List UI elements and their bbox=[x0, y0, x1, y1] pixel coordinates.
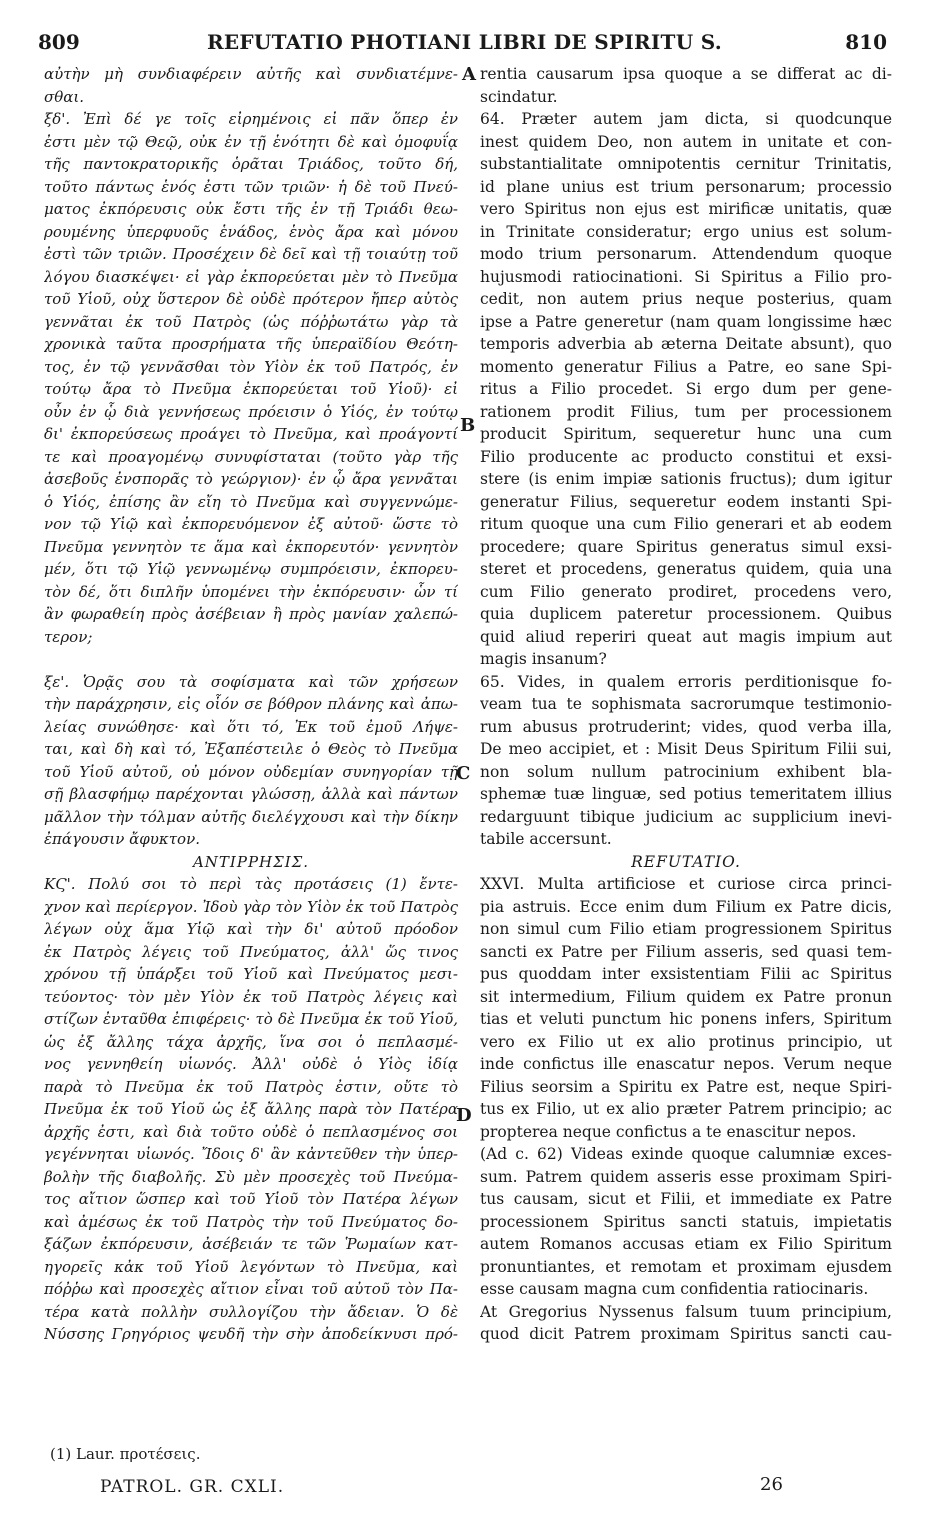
latin-text-line: cum Filio generato prodiret, procedens vero, bbox=[480, 582, 892, 601]
latin-text-line: ritus a Filio procedet. Si ergo dum per gene- bbox=[480, 380, 892, 398]
greek-text-line: ἐκ Πατρὸς λέγεις τοῦ Πνεύματος, ἀλλ' ὥς τινος bbox=[44, 942, 458, 961]
greek-text-line: τὴν παράχρησιν, εἰς οἷόν σε βόθρον πλάνης καὶ ἀπω- bbox=[44, 695, 458, 713]
greek-text-line: χνον καὶ περίεργον. Ἰδοὺ γὰρ τὸν Υἱὸν ἐκ τοῦ Πατρὸς bbox=[44, 897, 458, 916]
latin-text-line: sancti ex Patre per Filium asseris, sed quasi tem- bbox=[480, 942, 892, 961]
greek-text-line: Πνεῦμα ἐκ τοῦ Υἱοῦ ὡς ἐξ ἄλλης παρὰ τὸν Πατέρα bbox=[44, 1100, 458, 1118]
greek-text-line: ται, καὶ δὴ καὶ τό, Ἐξαπέστειλε ὁ Θεὸς τὸ Πνεῦμα bbox=[44, 740, 458, 758]
greek-text-line: λέγων οὐχ ἅμα Υἱῷ καὶ τὴν δι' αὐτοῦ πρόοδον bbox=[44, 920, 458, 938]
greek-text-line: λείας συνώθησε· καὶ ὅτι τό, Ἐκ τοῦ ἐμοῦ Λήψε- bbox=[44, 717, 458, 736]
series-label: PATROL. GR. CXLI. bbox=[100, 1477, 285, 1497]
latin-text-line: tias et veluti punctum hic ponens infers, Spiritum bbox=[480, 1010, 892, 1028]
latin-text-line: cedit, non autem prius neque posterius, quam bbox=[480, 290, 892, 308]
greek-text-line: ξάζων ἐκπόρευσιν, ἀσέβειάν τε τῶν Ῥωμαίων κατ- bbox=[44, 1235, 458, 1253]
greek-text-line: χρόνου τῇ ὑπάρξει τοῦ Υἱοῦ καὶ Πνεύματος μεσι- bbox=[44, 965, 458, 983]
latin-text-line: Filius seorsim a Spiritu ex Patre est, neque Spiri- bbox=[480, 1077, 892, 1096]
latin-text-line: momento generatur Filius a Patre, eo sane Spi- bbox=[480, 357, 892, 376]
greek-text-line: τοῦτο πάντως ἑνός ἐστι τῶν τριῶν· ἡ δὲ τοῦ Πνεύ- bbox=[44, 177, 458, 196]
greek-text-line: τέρα κατὰ πολλὴν συλλογίζου τὴν ἄδειαν. Ὁ δὲ bbox=[44, 1302, 458, 1321]
footnote: (1) Laur. προτέσεις. bbox=[50, 1445, 201, 1463]
greek-text-line: ματος ἐκπόρευσις οὐκ ἔστι τῆς ἐν τῇ Τριάδι θεω- bbox=[44, 200, 458, 218]
page-number-right: 810 bbox=[845, 30, 887, 54]
latin-text-line: id plane unius est trium personarum; processio bbox=[480, 177, 892, 196]
greek-text-line: σῇ βλασφήμῳ παρέχονται γλώσσῃ, ἀλλὰ καὶ πάντων bbox=[44, 785, 458, 803]
greek-text-line: ΚϚ'. Πολύ σοι τὸ περὶ τὰς προτάσεις (1) ἔντε- bbox=[44, 875, 458, 893]
latin-text-line: generatur Filius, sequeretur eodem instanti Spi- bbox=[480, 492, 892, 511]
latin-text-line: vero ex Filio ut ex alio protinus principio, ut bbox=[480, 1032, 892, 1051]
latin-text-line: substantialitate omnipotentis cernitur Trinitatis, bbox=[480, 155, 892, 173]
greek-text-line: αὐτὴν μὴ συνδιαφέρειν αὐτῆς καὶ συνδιατέμνε- bbox=[44, 65, 458, 83]
page-number-left: 809 bbox=[38, 30, 80, 54]
greek-text-line: τος αἴτιον ὥσπερ καὶ τοῦ Υἱοῦ τὸν Πατέρα λέγων bbox=[44, 1190, 458, 1208]
greek-text-line: σθαι. bbox=[44, 87, 85, 106]
latin-text-line: vero Spiritus non ejus est mirificæ unitatis, quæ bbox=[480, 200, 892, 218]
latin-text-line: pia astruis. Ecce enim dum Filium ex Patre dicis, bbox=[480, 897, 892, 916]
latin-text-line: At Gregorius Nyssenus falsum tuum principium, bbox=[480, 1302, 892, 1321]
latin-text-line: producit Spiritum, sequeretur hunc una cum bbox=[480, 425, 892, 443]
greek-text-line: τὸν δέ, ὅτι διπλῆν ὑπομένει τὴν ἐκπόρευσιν· ὧν τί bbox=[44, 582, 458, 601]
latin-text-line: hujusmodi ratiocinationi. Si Spiritus a Filio pro- bbox=[480, 267, 892, 286]
greek-text-line: τῆς παντοκρατορικῆς ὁρᾶται Τριάδος, τοῦτο δή, bbox=[44, 155, 458, 173]
margin-letter-d: D bbox=[456, 1105, 472, 1126]
latin-text-line: sit intermedium, Filium quidem ex Patre pronun bbox=[480, 987, 892, 1006]
latin-text-line: inde confictus ille enascatur nepos. Verum neque bbox=[480, 1055, 892, 1073]
latin-text-line: ipse a Patre generetur (nam quam longissime hæc bbox=[480, 312, 892, 331]
latin-text-line: non simul cum Filio etiam progressionem Spiritus bbox=[480, 920, 892, 938]
latin-text-line: rentia causarum ipsa quoque a se differat ac di- bbox=[480, 65, 892, 83]
greek-text-line: τος, ἐν τῷ γεννᾶσθαι τὸν Υἱὸν ἐκ τοῦ Πατρός, ἐν bbox=[44, 357, 458, 376]
greek-text-line: τερον; bbox=[44, 627, 93, 646]
greek-text-line: ἂν φωραθείη πρὸς ἀσέβειαν ἢ πρὸς μανίαν χαλεπώ- bbox=[44, 605, 458, 623]
latin-text-line: tus ex Filio, ut ex alio præter Patrem principio; ac bbox=[480, 1100, 892, 1118]
greek-text-line: βολὴν τῆς διαβολῆς. Σὺ μὲν προσεχὲς τοῦ Πνεύμα- bbox=[44, 1167, 458, 1186]
greek-text-line: τούτῳ ἄρα τὸ Πνεῦμα ἐκπορεύεται τοῦ Υἱοῦ)· εἰ bbox=[44, 380, 458, 398]
latin-text-line: quod dicit Patrem proximam Spiritus sancti cau- bbox=[480, 1325, 892, 1343]
greek-text-line: ἀσεβοῦς ἐνσπορᾶς τὸ γεώργιον)· ἐν ᾧ ἄρα γεννᾶται bbox=[44, 470, 458, 488]
latin-text-line: in Trinitate consideratur; ergo unius est solum- bbox=[480, 222, 892, 241]
latin-text-line: procedere; quare Spiritus generatus simul exsi- bbox=[480, 537, 892, 556]
greek-text-line: μᾶλλον τὴν τόλμαν αὐτῆς διελέγχουσι καὶ τὴν δίκην bbox=[44, 807, 458, 826]
greek-text-line: ἐστι μὲν τῷ Θεῷ, οὐκ ἐν τῇ ἑνότητι δὲ καὶ ὁμοφυΐᾳ bbox=[44, 132, 458, 151]
latin-text-line: magis insanum? bbox=[480, 650, 607, 668]
greek-text-line: ὡς ἐξ ἄλλης τάχα ἀρχῆς, ἵνα σοι ὁ πεπλασμέ- bbox=[44, 1032, 458, 1051]
greek-text-line: νον τῷ Υἱῷ καὶ ἐκπορευόμενον ἐξ αὐτοῦ· ὥστε τὸ bbox=[44, 515, 458, 533]
signature-mark: 26 bbox=[760, 1474, 783, 1495]
greek-text-line: χρονικὰ ταῦτα προσρήματα τῆς ὑπεραϊδίου Θεότη- bbox=[44, 335, 458, 353]
latin-text-line: XXVI. Multa artificiose et curiose circa princi- bbox=[480, 875, 892, 893]
greek-text-line: τε καὶ προαγομένῳ συνυφίσταται (τοῦτο γὰρ τῆς bbox=[44, 447, 458, 466]
latin-text-line: non solum nullum patrocinium exhibent bla- bbox=[480, 762, 892, 781]
latin-text-line: modo trium personarum. Attendendum quoque bbox=[480, 245, 892, 263]
greek-text-line: ἐπάγουσιν ἄφυκτον. bbox=[44, 830, 200, 848]
latin-text-line: sum. Patrem quidem asseris esse proximam Spiri- bbox=[480, 1167, 892, 1186]
greek-text-line: ρουμένης ὑπερφυοῦς ἑνάδος, ἑνὸς ἄρα καὶ μόνου bbox=[44, 222, 458, 241]
greek-text-line: καὶ ἀμέσως ἐκ τοῦ Πατρὸς τὴν τοῦ Πνεύματος δο- bbox=[44, 1212, 458, 1231]
greek-column bbox=[44, 63, 458, 1346]
greek-text-line: ξε'. Ὁρᾷς σου τὰ σοφίσματα καὶ τῶν χρήσεων bbox=[44, 672, 458, 691]
latin-text-line: De meo accipiet, et : Misit Deus Spiritum Filii sui, bbox=[480, 740, 892, 758]
greek-text-line: νος γεννηθείη υἱωνός. Ἀλλ' οὐδὲ ὁ Υἱὸς ἰδίᾳ bbox=[44, 1055, 458, 1073]
latin-text-line: propterea neque confictus a te enascitur nepos. bbox=[480, 1122, 857, 1141]
latin-text-line: steret et procedens, generatus quidem, quia una bbox=[480, 560, 892, 578]
greek-text-line: γεννᾶται ἐκ τοῦ Πατρὸς (ὡς πόῤῥωτάτω γὰρ τὰ bbox=[44, 312, 458, 331]
greek-text-line: τοῦ Υἱοῦ, οὐχ ὕστερον δὲ οὐδὲ πρότερον ἤπερ αὐτὸς bbox=[44, 290, 458, 308]
latin-text-line: quia duplicem pateretur processionem. Quibus bbox=[480, 605, 892, 623]
greek-text-line: Νύσσης Γρηγόριος ψευδῆ τὴν σὴν ἀποδείκνυσι πρό- bbox=[44, 1325, 458, 1343]
margin-letter-b: B bbox=[460, 415, 476, 436]
latin-text-line: temporis adverbia ab æterna Deitate absunt), quo bbox=[480, 335, 892, 353]
latin-text-line: inest quidem Deo, non autem in unitate et con- bbox=[480, 132, 892, 151]
latin-text-line: processionem Spiritus sancti statuis, impietatis bbox=[480, 1212, 892, 1231]
latin-text-line: sphemæ tuæ linguæ, sed potius temeritatem illius bbox=[480, 785, 892, 803]
greek-text-line: ἀρχῆς ἐστι, καὶ διὰ τοῦτο οὐδὲ ὁ πεπλασμένος σοι bbox=[44, 1122, 458, 1141]
latin-text-line: 64. Præter autem jam dicta, si quodcunque bbox=[480, 110, 892, 128]
greek-text-line: ηγορεῖς κἀκ τοῦ Υἱοῦ λεγόντων τὸ Πνεῦμα, καὶ bbox=[44, 1257, 458, 1276]
margin-letter-a: A bbox=[462, 64, 476, 85]
greek-text-line: μέν, ὅτι τῷ Υἱῷ γεννωμένῳ συμπρόεισιν, ἐκπορευ- bbox=[44, 560, 458, 578]
greek-text-line: ἐστὶ τῶν τριῶν. Προσέχειν δὲ δεῖ καὶ τῇ τοιαύτῃ τοῦ bbox=[44, 245, 458, 263]
greek-text-line bbox=[44, 648, 458, 671]
greek-text-line: γεγέννηται υἱωνός. Ἴδοις δ' ἂν κἀντεῦθεν τὴν ὑπερ- bbox=[44, 1145, 458, 1163]
latin-text-line: quid aliud reperiri queat aut magis impium aut bbox=[480, 627, 892, 646]
latin-text-line: rationem prodit Filius, tum per processionem bbox=[480, 402, 892, 421]
greek-text-line: πόῤῥω καὶ προσεχὲς αἴτιον εἶναι τοῦ αὐτοῦ τὸν Πα- bbox=[44, 1280, 458, 1298]
greek-text-line: οὖν ἐν ᾧ διὰ γεννήσεως πρόεισιν ὁ Υἱός, ἐν τούτῳ bbox=[44, 402, 458, 421]
greek-text-line: ξδ'. Ἐπὶ δέ γε τοῖς εἰρημένοις εἰ πᾶν ὅπερ ἐν bbox=[44, 110, 458, 128]
latin-text-line: tus causam, sicut et Filii, et immediate ex Patre bbox=[480, 1190, 892, 1208]
greek-text-line: τεύοντος· τὸν μὲν Υἱὸν ἐκ τοῦ Πατρὸς λέγεις καὶ bbox=[44, 987, 458, 1006]
latin-text-line: autem Romanos accusas etiam ex Filio Spiritum bbox=[480, 1235, 892, 1253]
latin-text-line: pronuntiantes, et remotam et proximam ejusdem bbox=[480, 1257, 892, 1276]
latin-text-line: esse causam magna cum confidentia ratiocinaris. bbox=[480, 1280, 869, 1298]
greek-text-line: τοῦ Υἱοῦ αὐτοῦ, οὐ μόνον οὐδεμίαν συνηγορίαν τῇ bbox=[44, 762, 458, 781]
margin-letter-c: C bbox=[456, 763, 471, 784]
greek-text-line: Πνεῦμα γεννητὸν τε ἅμα καὶ ἐκπορευτόν· γεννητὸν bbox=[44, 537, 458, 556]
greek-text-line: δι' ἐκπορεύσεως προάγει τὸ Πνεῦμα, καὶ προάγοντί bbox=[44, 425, 458, 443]
greek-text-line: ΑΝΤΙΡΡΗΣΙΣ. bbox=[192, 852, 310, 871]
greek-text-line: παρὰ τὸ Πνεῦμα ἐκ τοῦ Πατρὸς ἐστιν, οὔτε τὸ bbox=[44, 1077, 458, 1096]
latin-text-line: REFUTATIO. bbox=[631, 852, 741, 871]
greek-text-line: στίζων ἐνταῦθα ἐπιφέρεις· τὸ δὲ Πνεῦμα ἐκ τοῦ Υἱοῦ, bbox=[44, 1010, 458, 1028]
latin-text-line: Filio producente ac producto constitui et exsi- bbox=[480, 447, 892, 466]
running-title: REFUTATIO PHOTIANI LIBRI DE SPIRITU S. bbox=[206, 30, 723, 54]
greek-text-line: ὁ Υἱός, ἐπίσης ἂν εἴη τὸ Πνεῦμα καὶ συγγεννώμε- bbox=[44, 492, 458, 511]
latin-text-line: redarguunt tibique judicium ac supplicium inevi- bbox=[480, 807, 892, 826]
latin-text-line: pus quoddam inter exsistentiam Filii ac Spiritus bbox=[480, 965, 892, 983]
latin-text-line: (Ad c. 62) Videas exinde quoque calumniæ exces- bbox=[480, 1145, 892, 1163]
latin-column bbox=[480, 63, 892, 1346]
latin-text-line: stere (is enim impiæ sationis fructus); dum igitur bbox=[480, 470, 892, 488]
latin-text-line: veam tua te sophismata sacrorumque testimonio- bbox=[480, 695, 892, 713]
latin-text-line: tabile accersunt. bbox=[480, 830, 612, 848]
latin-text-line: rum abusus protruderint; vides, quod verba illa, bbox=[480, 717, 892, 736]
latin-text-line: 65. Vides, in qualem erroris perditionisque fo- bbox=[480, 672, 892, 691]
greek-text-line: λόγου διασκέψει· εἰ γὰρ ἐκπορεύεται μὲν τὸ Πνεῦμα bbox=[44, 267, 458, 286]
latin-text-line: ritum quoque una cum Filio generari et ab eodem bbox=[480, 515, 892, 533]
latin-text-line: scindatur. bbox=[480, 87, 558, 106]
